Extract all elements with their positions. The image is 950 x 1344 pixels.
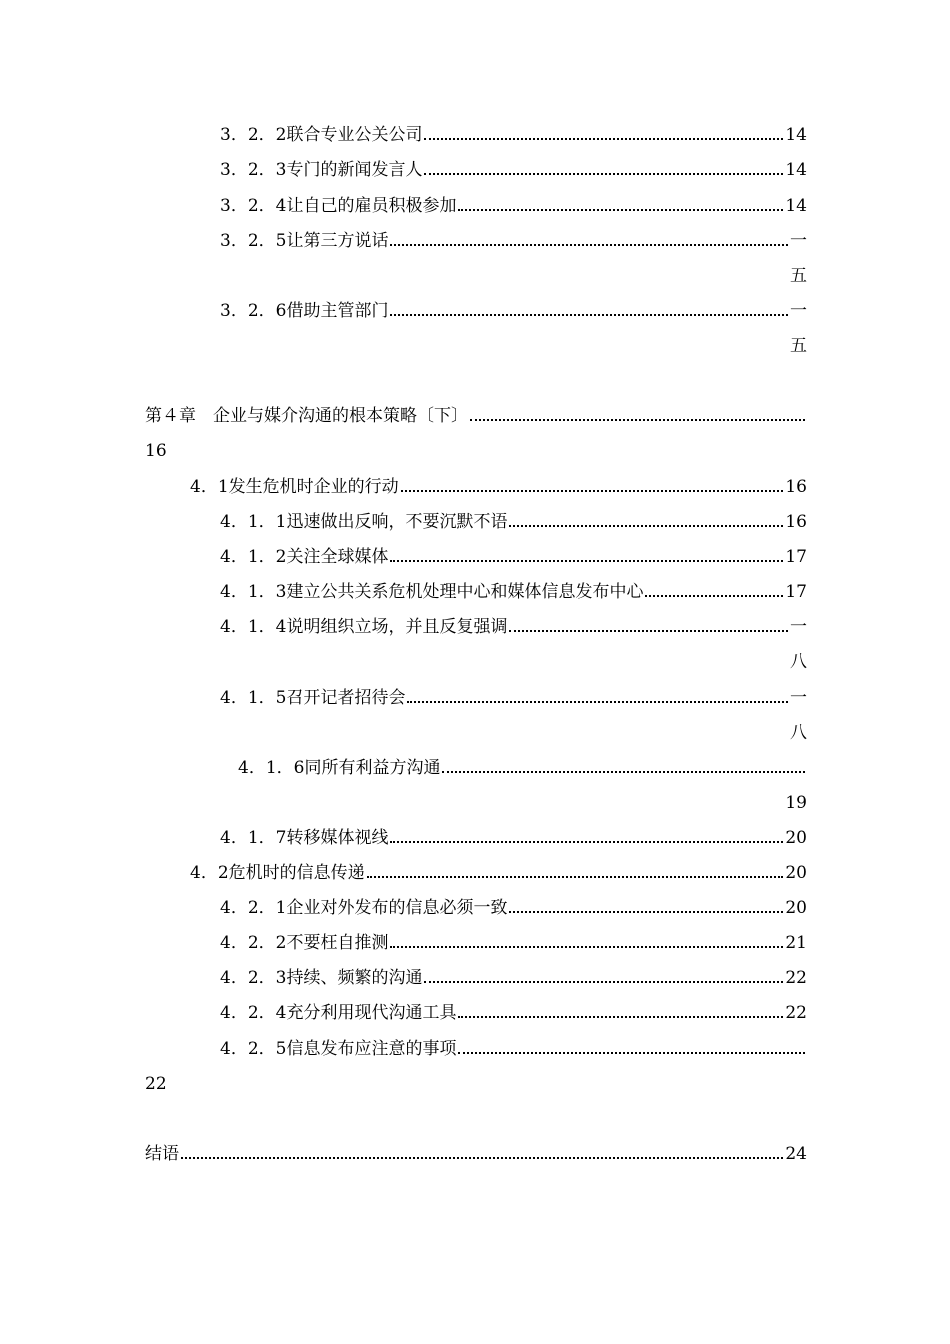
- toc-entry-3-2-3: [220, 158, 807, 182]
- dot-leader: [181, 1156, 783, 1159]
- dot-leader: [401, 489, 784, 492]
- toc-entry-3-2-6: [220, 299, 807, 323]
- toc-page-continuation: 五: [790, 266, 807, 286]
- dot-leader: [390, 945, 783, 948]
- toc-entry-conclusion: [145, 1142, 807, 1166]
- toc-entry-label: 4．1．4说明组织立场，并且反复强调: [220, 617, 508, 637]
- toc-entry-4-1-4: [220, 615, 807, 639]
- toc-entry-label: 4．2．2不要枉自推测: [220, 933, 389, 953]
- toc-entry-4-1-5: [220, 686, 807, 710]
- toc-entry-label: 4．1．6同所有利益方沟通: [238, 758, 441, 778]
- toc-page-number: 22: [785, 1003, 807, 1023]
- toc-entry-3-2-2: [220, 123, 807, 147]
- toc-entry-4-1-2: [220, 545, 807, 569]
- dot-leader: [390, 559, 783, 562]
- toc-entry-label: 4．2．4充分利用现代沟通工具: [220, 1003, 457, 1023]
- toc-page-number: 17: [785, 547, 807, 567]
- toc-page-continuation: 16: [145, 441, 167, 461]
- toc-entry-4-1: [190, 475, 807, 499]
- toc-entry-label: 4．1．2关注全球媒体: [220, 547, 389, 567]
- toc-entry-label: 4．2．5信息发布应注意的事项: [220, 1039, 457, 1059]
- toc-entry-label: 4．2．3持续、频繁的沟通: [220, 968, 423, 988]
- dot-leader: [442, 770, 805, 773]
- dot-leader: [390, 313, 788, 316]
- toc-entry-label: 4．2危机时的信息传递: [190, 863, 365, 883]
- toc-entry-label: 结语: [145, 1144, 179, 1164]
- dot-leader: [509, 524, 783, 527]
- toc-page-number: 24: [785, 1144, 807, 1164]
- toc-entry-label: 3．2．2联合专业公关公司: [220, 125, 423, 145]
- toc-page-number: 14: [785, 125, 807, 145]
- toc-entry-4-1-6: [238, 756, 807, 780]
- toc-entry-3-2-5: [220, 229, 807, 253]
- dot-leader: [645, 594, 783, 597]
- toc-page-number: 14: [785, 160, 807, 180]
- toc-entry-label: 4．1．5召开记者招待会: [220, 688, 406, 708]
- toc-entry-label: 第４章 企业与媒介沟通的根本策略〔下〕: [145, 406, 468, 426]
- toc-page-continuation: 22: [145, 1074, 167, 1094]
- toc-entry-label: 4．1．1迅速做出反响，不要沉默不语: [220, 512, 508, 532]
- toc-page-continuation: 八: [790, 723, 807, 743]
- toc-entry-4-1-3: [220, 580, 807, 604]
- toc-page-continuation: 五: [790, 336, 807, 356]
- dot-leader: [390, 243, 788, 246]
- dot-leader: [424, 172, 783, 175]
- toc-page-number: 一: [790, 617, 807, 637]
- dot-leader: [509, 910, 783, 913]
- dot-leader: [407, 700, 788, 703]
- toc-entry-4-1-1: [220, 510, 807, 534]
- toc-page-continuation: 19: [785, 793, 807, 813]
- toc-entry-4-2: [190, 861, 807, 885]
- toc-entry-label: 3．2．5让第三方说话: [220, 231, 389, 251]
- dot-leader: [390, 840, 783, 843]
- toc-page-number: 16: [785, 477, 807, 497]
- toc-entry-4-2-3: [220, 966, 807, 990]
- dot-leader: [367, 875, 784, 878]
- toc-entry-label: 3．2．4让自己的雇员积极参加: [220, 196, 457, 216]
- dot-leader: [424, 980, 783, 983]
- toc-entry-label: 3．2．3专门的新闻发言人: [220, 160, 423, 180]
- toc-page-number: 20: [785, 863, 807, 883]
- toc-entry-3-2-4: [220, 194, 807, 218]
- toc-entry-label: 4．1．7转移媒体视线: [220, 828, 389, 848]
- toc-page-number: 14: [785, 196, 807, 216]
- dot-leader: [458, 1015, 783, 1018]
- toc-entry-label: 4．1发生危机时企业的行动: [190, 477, 399, 497]
- dot-leader: [458, 208, 783, 211]
- toc-page-number: 20: [785, 898, 807, 918]
- toc-entry-label: 3．2．6借助主管部门: [220, 301, 389, 321]
- toc-page-number: 20: [785, 828, 807, 848]
- toc-entry-4-2-2: [220, 931, 807, 955]
- toc-entry-label: 4．1．3建立公共关系危机处理中心和媒体信息发布中心: [220, 582, 644, 602]
- toc-entry-4-1-7: [220, 826, 807, 850]
- toc-page-continuation: 八: [790, 652, 807, 672]
- toc-page-number: 17: [785, 582, 807, 602]
- toc-entry-4-2-4: [220, 1001, 807, 1025]
- toc-entry-4-2-1: [220, 896, 807, 920]
- toc-page-number: 一: [790, 301, 807, 321]
- toc-chapter-4: [145, 404, 807, 428]
- toc-page-number: 一: [790, 231, 807, 251]
- toc-page-number: 21: [785, 933, 807, 953]
- dot-leader: [424, 137, 783, 140]
- dot-leader: [470, 418, 805, 421]
- toc-page-number: 22: [785, 968, 807, 988]
- toc-entry-label: 4．2．1企业对外发布的信息必须一致: [220, 898, 508, 918]
- toc-entry-4-2-5: [220, 1037, 807, 1061]
- toc-page-number: 16: [785, 512, 807, 532]
- toc-page-number: 一: [790, 688, 807, 708]
- dot-leader: [458, 1051, 805, 1054]
- dot-leader: [509, 629, 788, 632]
